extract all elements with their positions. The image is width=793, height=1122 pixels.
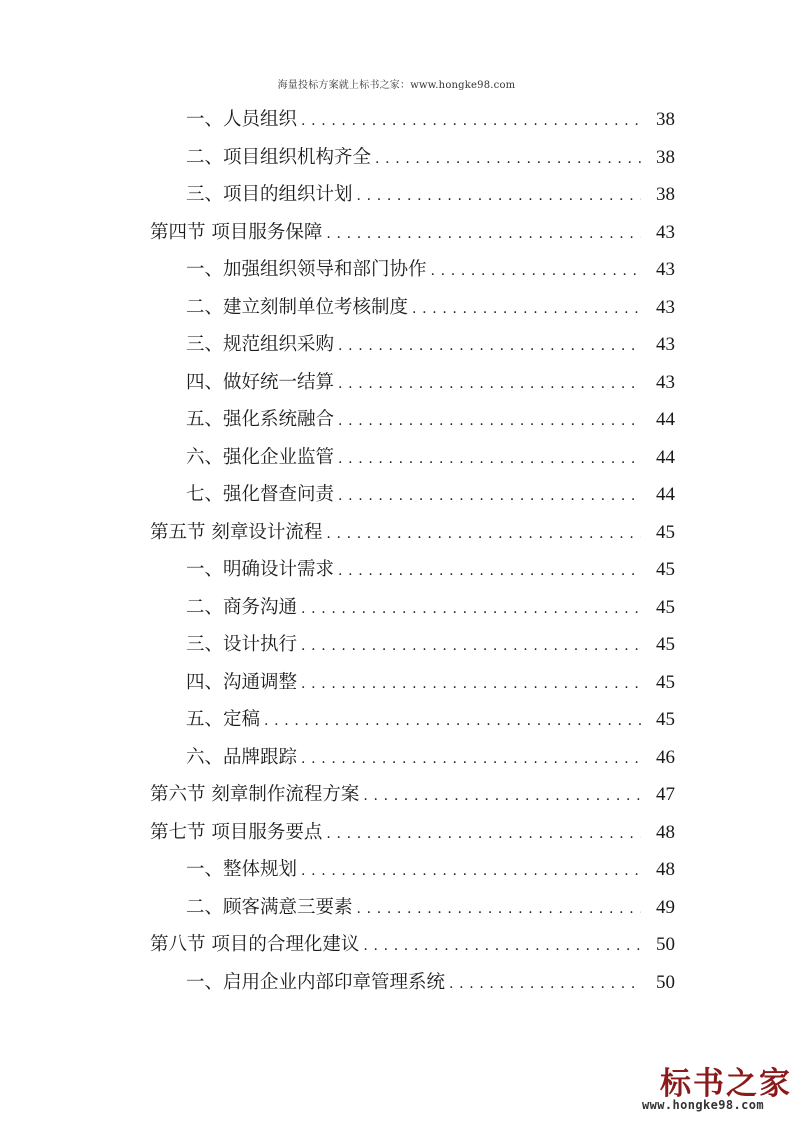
- toc-dot-leader: [301, 103, 641, 141]
- toc-subsection-entry[interactable]: [150, 701, 675, 739]
- toc-page-number: 48: [656, 821, 675, 843]
- toc-subsection-entry[interactable]: [150, 589, 675, 627]
- toc-entry-title: 第六节 刻章制作流程方案: [150, 784, 360, 805]
- toc-dot-leader: [338, 441, 641, 479]
- toc-page-number: 38: [656, 184, 675, 205]
- toc-dot-leader: [449, 966, 641, 1004]
- brand-logo: [642, 1058, 792, 1118]
- toc-subsection-entry[interactable]: [150, 101, 675, 139]
- toc-page-number: 46: [656, 746, 675, 768]
- toc-entry-title: 七、强化督查问责: [186, 484, 335, 505]
- toc-dot-leader: [301, 853, 641, 891]
- toc-subsection-entry[interactable]: [150, 739, 675, 777]
- toc-entry-title: 二、顾客满意三要素: [186, 896, 353, 918]
- toc-section-entry[interactable]: [150, 926, 675, 964]
- toc-entry-title: 二、项目组织机构齐全: [186, 146, 372, 168]
- toc-dot-leader: [363, 928, 641, 966]
- toc-dot-leader: [363, 778, 641, 816]
- logo-url: www.hongke98.com: [642, 1098, 764, 1112]
- toc-entry-title: 一、明确设计需求: [186, 559, 335, 580]
- toc-entry-title: 四、沟通调整: [186, 671, 298, 693]
- toc-entry-title: 一、启用企业内部印章管理系统: [186, 971, 446, 993]
- toc-dot-leader: [357, 178, 641, 216]
- toc-dot-leader: [338, 553, 641, 591]
- toc-page-number: 38: [656, 109, 675, 130]
- toc-dot-leader: [375, 141, 641, 179]
- toc-dot-leader: [264, 703, 641, 741]
- toc-subsection-entry[interactable]: [150, 401, 675, 439]
- toc-entry-title: 一、人员组织: [186, 109, 298, 130]
- toc-subsection-entry[interactable]: [150, 664, 675, 702]
- toc-page-number: 45: [656, 559, 675, 580]
- toc-page-number: 47: [656, 784, 675, 805]
- toc-page-number: 45: [656, 634, 675, 655]
- toc-dot-leader: [338, 366, 641, 404]
- toc-entry-title: 三、规范组织采购: [186, 334, 335, 355]
- toc-subsection-entry[interactable]: [150, 439, 675, 477]
- toc-page-number: 49: [656, 896, 675, 918]
- toc-page-number: 38: [656, 146, 675, 168]
- toc-entry-title: 三、设计执行: [186, 634, 298, 655]
- toc-entry-title: 第八节 项目的合理化建议: [150, 934, 360, 955]
- toc-dot-leader: [357, 891, 641, 929]
- toc-entry-title: 六、品牌跟踪: [186, 746, 298, 768]
- toc-section-entry[interactable]: [150, 514, 675, 552]
- toc-page-number: 43: [656, 371, 675, 393]
- toc-entry-title: 四、做好统一结算: [186, 371, 335, 393]
- toc-page-number: 44: [656, 446, 675, 468]
- toc-entry-title: 二、建立刻制单位考核制度: [186, 296, 409, 318]
- toc-page-number: 43: [656, 296, 675, 318]
- toc-subsection-entry[interactable]: [150, 326, 675, 364]
- toc-entry-title: 六、强化企业监管: [186, 446, 335, 468]
- toc-subsection-entry[interactable]: [150, 251, 675, 289]
- toc-subsection-entry[interactable]: [150, 176, 675, 214]
- toc-entry-title: 三、项目的组织计划: [186, 184, 353, 205]
- toc-entry-title: 一、整体规划: [186, 859, 298, 880]
- toc-entry-title: 第七节 项目服务要点: [150, 821, 323, 843]
- toc-subsection-entry[interactable]: [150, 139, 675, 177]
- toc-page-number: 45: [656, 709, 675, 730]
- toc-section-entry[interactable]: [150, 214, 675, 252]
- toc-subsection-entry[interactable]: [150, 476, 675, 514]
- toc-dot-leader: [301, 666, 641, 704]
- toc-dot-leader: [412, 291, 641, 329]
- toc-dot-leader: [301, 741, 641, 779]
- toc-dot-leader: [326, 516, 641, 554]
- toc-page-number: 45: [656, 671, 675, 693]
- toc-subsection-entry[interactable]: [150, 289, 675, 327]
- toc-dot-leader: [301, 628, 641, 666]
- toc-page-number: 43: [656, 221, 675, 243]
- toc-subsection-entry[interactable]: [150, 851, 675, 889]
- toc-page-number: 45: [656, 596, 675, 618]
- toc-subsection-entry[interactable]: [150, 551, 675, 589]
- page-header: 海量投标方案就上标书之家：www.hongke98.com: [277, 80, 516, 91]
- toc-subsection-entry[interactable]: [150, 889, 675, 927]
- table-of-contents: [150, 101, 675, 1001]
- toc-subsection-entry[interactable]: [150, 364, 675, 402]
- toc-page-number: 45: [656, 521, 675, 543]
- toc-entry-title: 二、商务沟通: [186, 596, 298, 618]
- toc-page-number: 44: [656, 409, 675, 430]
- toc-entry-title: 第五节 刻章设计流程: [150, 521, 323, 543]
- toc-entry-title: 五、强化系统融合: [186, 409, 335, 430]
- toc-dot-leader: [431, 253, 641, 291]
- toc-entry-title: 第四节 项目服务保障: [150, 221, 323, 243]
- toc-section-entry[interactable]: [150, 776, 675, 814]
- toc-page-number: 43: [656, 259, 675, 280]
- toc-dot-leader: [326, 816, 641, 854]
- toc-page-number: 48: [656, 859, 675, 880]
- toc-subsection-entry[interactable]: [150, 964, 675, 1002]
- toc-dot-leader: [338, 403, 641, 441]
- toc-page-number: 44: [656, 484, 675, 505]
- toc-dot-leader: [338, 328, 641, 366]
- toc-page-number: 50: [656, 971, 675, 993]
- toc-page-number: 43: [656, 334, 675, 355]
- toc-subsection-entry[interactable]: [150, 626, 675, 664]
- toc-entry-title: 一、加强组织领导和部门协作: [186, 259, 427, 280]
- toc-dot-leader: [338, 478, 641, 516]
- toc-page-number: 50: [656, 934, 675, 955]
- toc-dot-leader: [301, 591, 641, 629]
- toc-entry-title: 五、定稿: [186, 709, 261, 730]
- toc-section-entry[interactable]: [150, 814, 675, 852]
- logo-title: 标书之家: [660, 1066, 792, 1102]
- toc-dot-leader: [326, 216, 641, 254]
